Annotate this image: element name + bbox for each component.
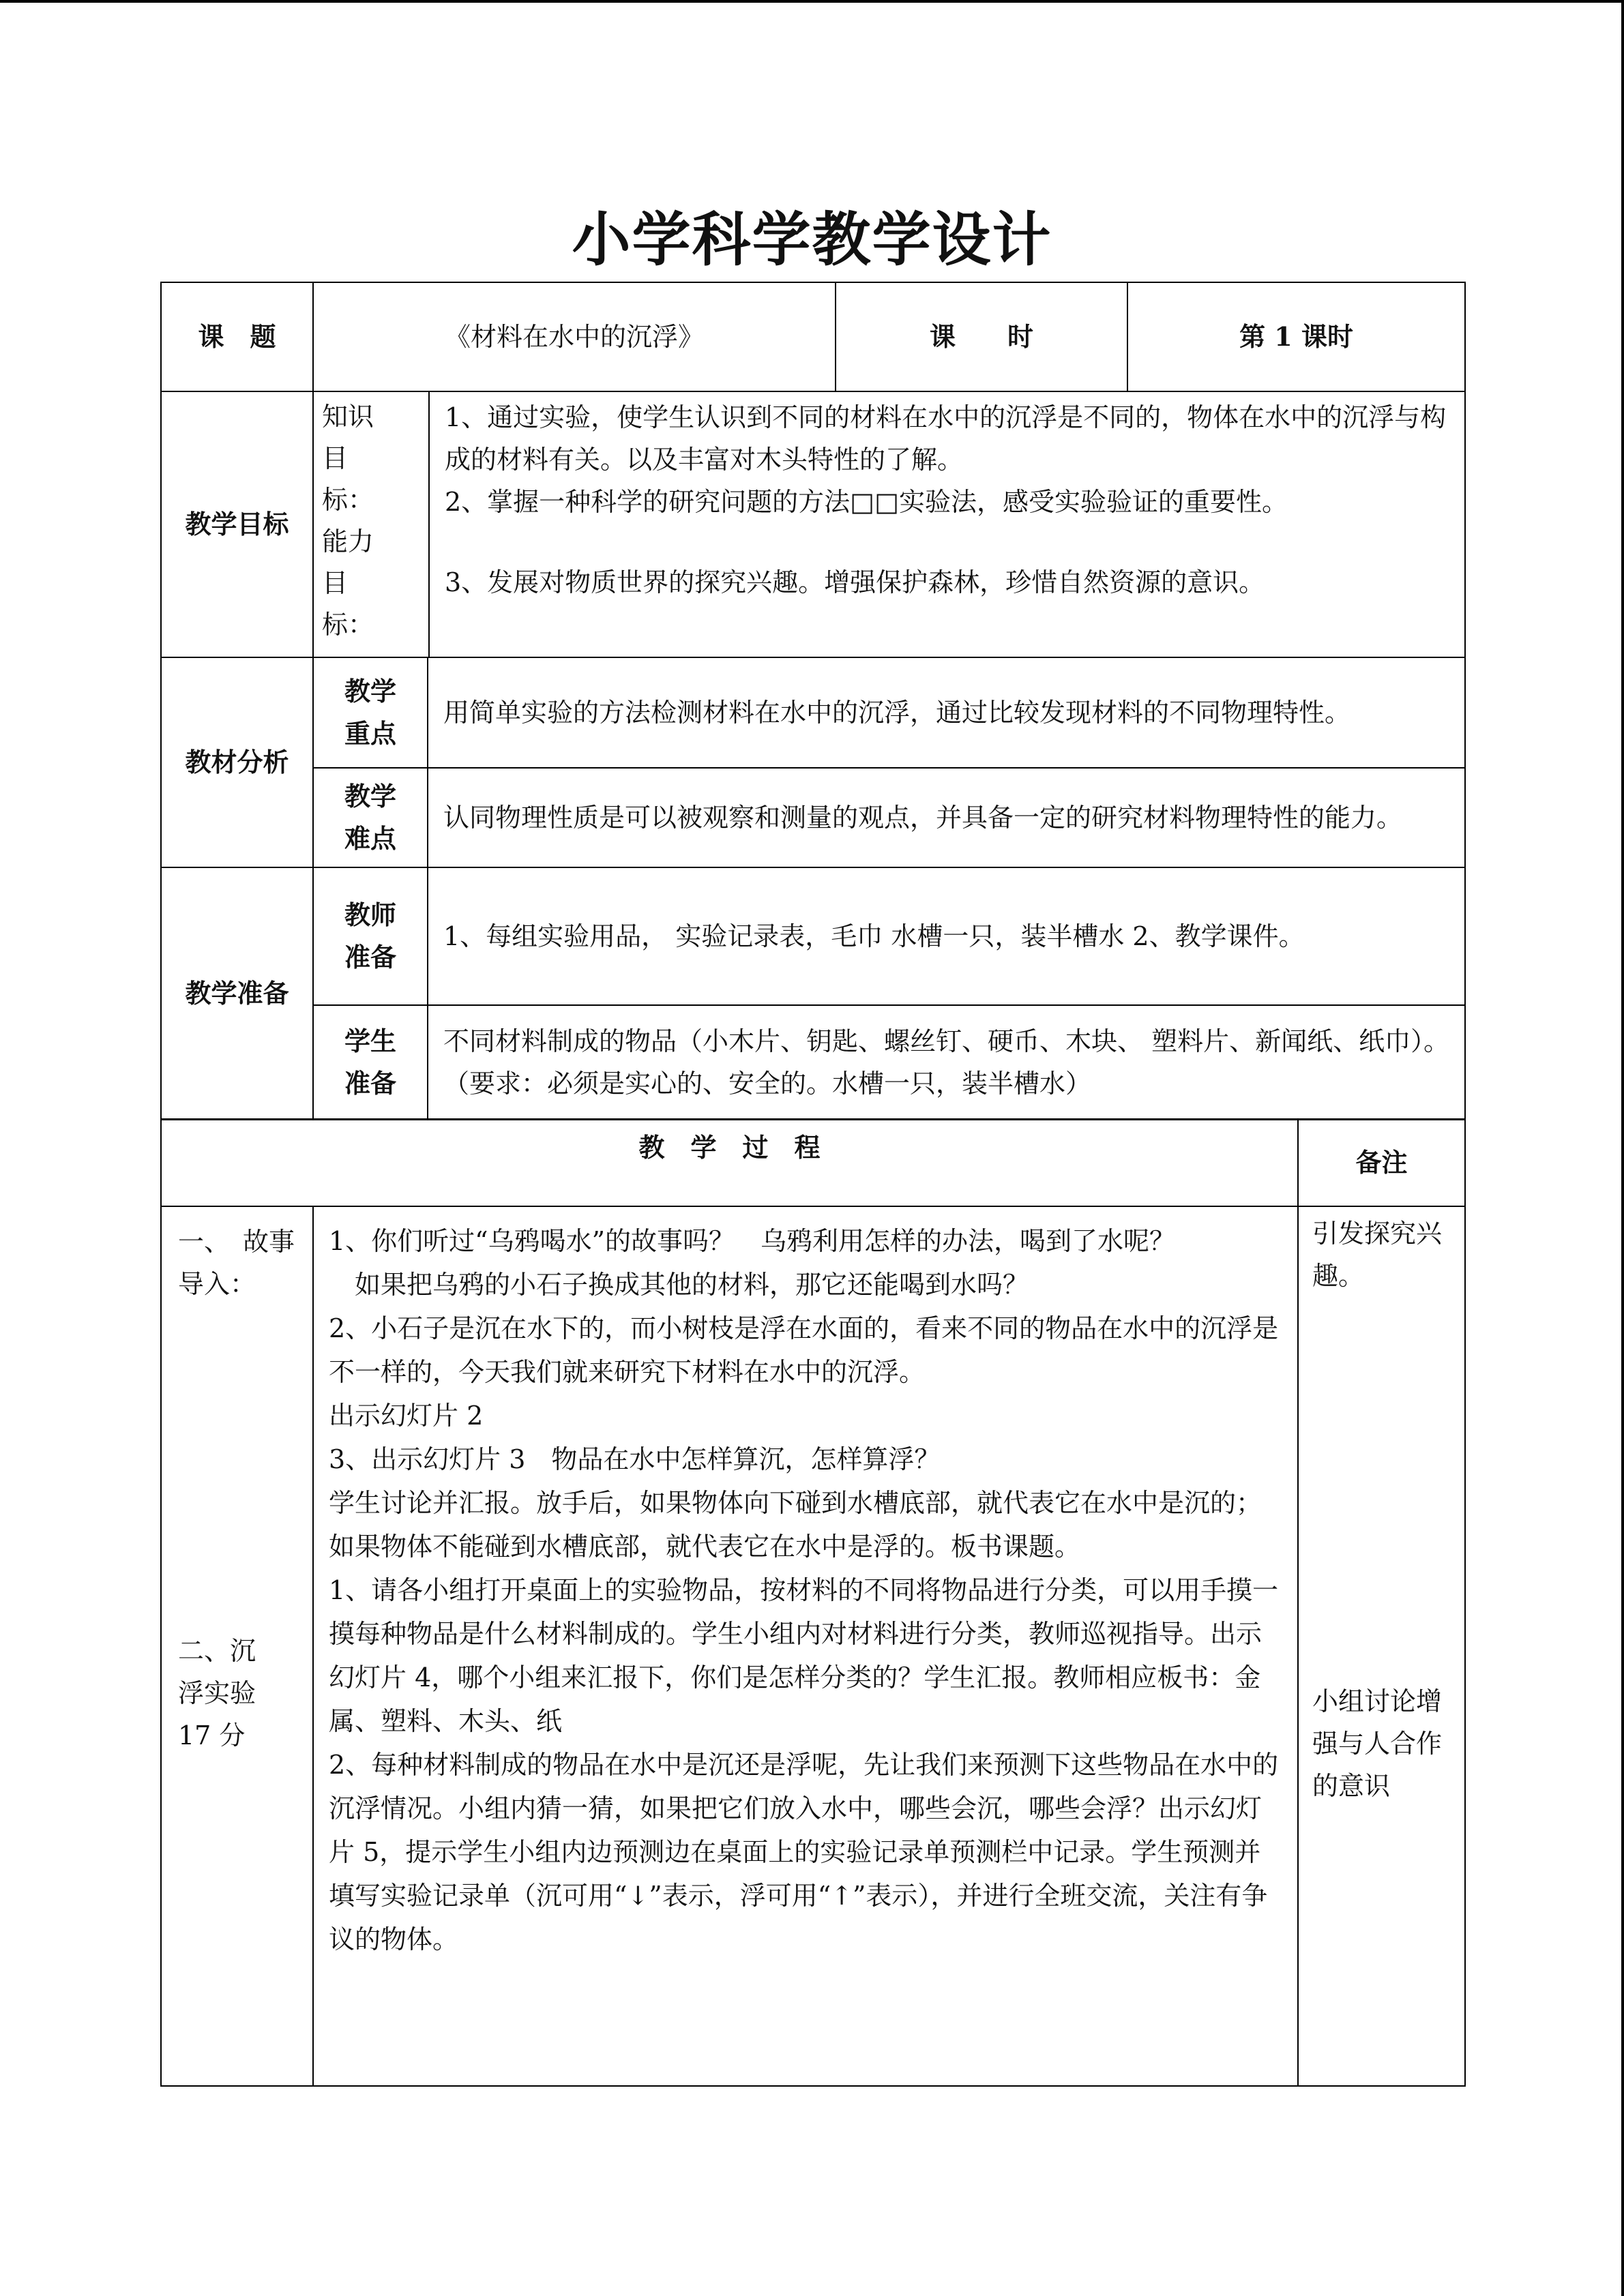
kicker-line: 标： (322, 485, 374, 515)
student-prep-label (313, 1005, 428, 1120)
topic-label: 课 题 (161, 282, 313, 391)
stage-column (161, 1206, 313, 2086)
difficult-point-row (161, 768, 1465, 867)
preparation-label: 教学准备 (161, 867, 313, 1120)
kicker-line: 标： (322, 610, 374, 640)
process-paragraph: 3、出示幻灯片 3 物品在水中怎样算沉，怎样算浮？ (329, 1444, 941, 1474)
process-paragraph: 如果把乌鸦的小石子换成其他的材料，那它还能喝到水吗？ (329, 1270, 1029, 1300)
student-prep-label-text: 学生准备 (344, 1026, 396, 1099)
difficult-point-text: 认同物理性质是可以被观察和测量的观点，并具备一定的研究材料物理特性的能力。 (428, 768, 1465, 867)
period-label: 课 时 (836, 282, 1127, 391)
teacher-prep-label (313, 867, 428, 1005)
note-cooperation: 小组讨论增强与人合作的意识 (1312, 1686, 1443, 1801)
process-paragraph: 出示幻灯片 2 (329, 1401, 484, 1431)
page-title: 小学科学教学设计 (572, 205, 1052, 274)
key-point-label-text: 教学重点 (344, 676, 396, 749)
process-paragraph: 1、请各小组打开桌面上的实验物品，按材料的不同将物品进行分类，可以用手摸一摸每种物品是什么材料制成的。学生小组内对材料进行分类，教师巡视指导。出示幻灯片 4，哪个小组来汇报下，你们是怎样分类的？学生汇报。教师相应板书：金属、塑料、木头、纸 (329, 1575, 1279, 1736)
key-point-text: 用简单实验的方法检测材料在水中的沉浮，通过比较发现材料的不同物理特性。 (428, 657, 1465, 768)
process-content (313, 1206, 1298, 2086)
stage-experiment: 二、沉浮实验 17 分 (178, 1636, 256, 1750)
topic-row (161, 282, 1465, 391)
topic-value: 《材料在水中的沉浮》 (313, 282, 836, 391)
teacher-prep-row (161, 867, 1465, 1005)
kicker-line: 能力 (322, 526, 374, 556)
key-point-row (161, 657, 1465, 768)
stage-intro: 一、 故事导入： (178, 1227, 295, 1299)
notes-column (1298, 1206, 1465, 2086)
kicker-line: 目 (322, 443, 349, 473)
process-paragraph: 学生讨论并汇报。放手后，如果物体向下碰到水槽底部，就代表它在水中是沉的；如果物体不能碰到水槽底部，就代表它在水中是浮的。板书课题。 (329, 1488, 1263, 1562)
objective-item: 2、掌握一种科学的研究问题的方法□□实验法，感受实验验证的重要性。 (445, 487, 1288, 517)
objective-item: 3、发展对物质世界的探究兴趣。增强保护森林，珍惜自然资源的意识。 (445, 567, 1265, 597)
objectives-text (430, 392, 1464, 657)
student-prep-text: 不同材料制成的物品（小木片、钥匙、螺丝钉、硬币、木块、 塑料片、新闻纸、纸巾）。（要求：必须是实心的、安全的。水槽一只，装半槽水） (428, 1005, 1465, 1120)
difficult-point-label (313, 768, 428, 867)
analysis-label: 教材分析 (161, 657, 313, 867)
process-paragraph: 1、你们听过“乌鸦喝水”的故事吗？ 乌鸦利用怎样的办法，喝到了水呢？ (329, 1226, 1176, 1256)
teaching-process-table (160, 1118, 1466, 2087)
teacher-prep-text: 1、每组实验用品， 实验记录表，毛巾 水槽一只，装半槽水 2、教学课件。 (428, 867, 1465, 1005)
process-header-row (161, 1119, 1465, 1206)
objectives-label: 教学目标 (161, 391, 313, 657)
kicker-line: 知识 (322, 402, 374, 432)
student-prep-row (161, 1005, 1465, 1120)
objective-item: 1、通过实验，使学生认识到不同的材料在水中的沉浮是不同的，物体在水中的沉浮与构成的材料有关。以及丰富对木头特性的了解。 (445, 402, 1447, 475)
objectives-kicker (314, 392, 430, 657)
objectives-row (161, 391, 1465, 657)
key-point-label (313, 657, 428, 768)
objectives-cell (313, 391, 1465, 657)
kicker-line: 目 (322, 568, 349, 598)
period-value: 第 1 课时 (1127, 282, 1465, 391)
teacher-prep-label-text: 教师准备 (344, 899, 396, 972)
process-body-row (161, 1206, 1465, 2086)
right-border-line (1621, 0, 1624, 2296)
process-paragraph: 2、每种材料制成的物品在水中是沉还是浮呢，先让我们来预测下这些物品在水中的沉浮情况。小组内猜一猜，如果把它们放入水中，哪些会沉，哪些会浮？出示幻灯片 5，提示学生小组内边预测边在桌面上的实验记录单预测栏中记录。学生预测并填写实验记录单（沉可用“↓”表示，浮可用“↑”表示），并进行全班交流，关注有争议的物体。 (329, 1750, 1279, 1954)
process-paragraph: 2、小石子是沉在水下的，而小树枝是浮在水面的，看来不同的物品在水中的沉浮是不一样的，今天我们就来研究下材料在水中的沉浮。 (329, 1313, 1279, 1387)
top-border-line (0, 0, 1624, 3)
difficult-point-label-text: 教学难点 (344, 781, 396, 854)
note-interest: 引发探究兴趣。 (1312, 1219, 1443, 1291)
lesson-info-table (160, 282, 1466, 1120)
process-header: 教 学 过 程 (161, 1119, 1298, 1206)
notes-header: 备注 (1298, 1119, 1465, 1206)
